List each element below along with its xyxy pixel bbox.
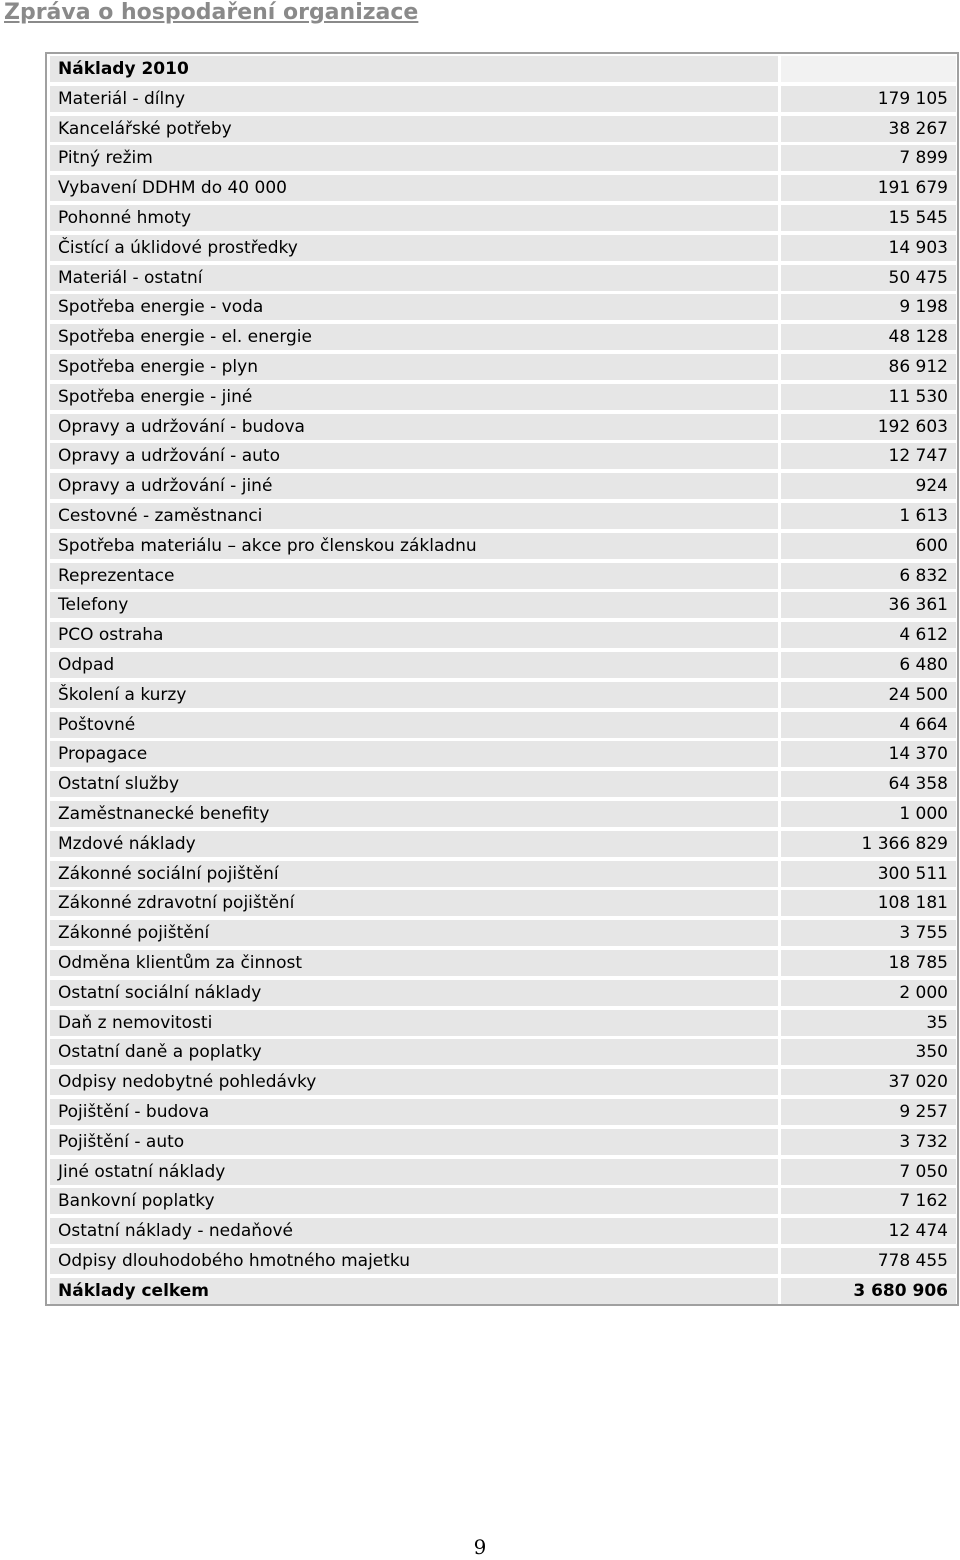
table-row-value: 2 000 <box>781 980 956 1006</box>
table-row-label: Opravy a udržování - budova <box>50 414 778 440</box>
table-row-value: 86 912 <box>781 354 956 380</box>
table-row-value: 18 785 <box>781 950 956 976</box>
table-row <box>50 145 956 171</box>
table-row <box>50 741 956 767</box>
table-row <box>50 354 956 380</box>
table-row-label: Poštovné <box>50 712 778 738</box>
table-row-label: Odpisy dlouhodobého hmotného majetku <box>50 1248 778 1274</box>
table-row-value: 12 747 <box>781 443 956 469</box>
table-row-value: 48 128 <box>781 324 956 350</box>
table-row <box>50 175 956 201</box>
table-row-value: 14 903 <box>781 235 956 261</box>
table-row <box>50 384 956 410</box>
table-row <box>50 414 956 440</box>
table-row <box>50 920 956 946</box>
table-row-label: Pitný režim <box>50 145 778 171</box>
table-row <box>50 712 956 738</box>
table-row <box>50 1159 956 1185</box>
table-row-label: Spotřeba energie - el. energie <box>50 324 778 350</box>
table-row-value: 36 361 <box>781 592 956 618</box>
table-row-value: 9 257 <box>781 1099 956 1125</box>
table-row-label: Spotřeba materiálu – akce pro členskou základnu <box>50 533 778 559</box>
table-row-label: PCO ostraha <box>50 622 778 648</box>
table-row <box>50 801 956 827</box>
table-row <box>50 831 956 857</box>
table-row-value: 1 000 <box>781 801 956 827</box>
table-row-value: 600 <box>781 533 956 559</box>
table-row-value: 14 370 <box>781 741 956 767</box>
table-row-value: 191 679 <box>781 175 956 201</box>
table-row <box>50 205 956 231</box>
table-row-value: 64 358 <box>781 771 956 797</box>
table-row-label: Mzdové náklady <box>50 831 778 857</box>
table-row-label: Jiné ostatní náklady <box>50 1159 778 1185</box>
table-row <box>50 771 956 797</box>
table-row-value: 15 545 <box>781 205 956 231</box>
table-row <box>50 533 956 559</box>
table-row-label: Cestovné - zaměstnanci <box>50 503 778 529</box>
table-row <box>50 265 956 291</box>
table-row-value: 7 899 <box>781 145 956 171</box>
table-row-label: Kancelářské potřeby <box>50 116 778 142</box>
table-row-value: 37 020 <box>781 1069 956 1095</box>
table-row-label: Spotřeba energie - jiné <box>50 384 778 410</box>
table-row <box>50 294 956 320</box>
table-header-value <box>781 56 956 82</box>
table-row-label: Čistící a úklidové prostředky <box>50 235 778 261</box>
table-row-label: Spotřeba energie - plyn <box>50 354 778 380</box>
table-row <box>50 950 956 976</box>
table-row-label: Pohonné hmoty <box>50 205 778 231</box>
table-row-value: 35 <box>781 1010 956 1036</box>
table-row-value: 50 475 <box>781 265 956 291</box>
table-total-row <box>50 1278 956 1304</box>
table-row-value: 9 198 <box>781 294 956 320</box>
table-row-value: 24 500 <box>781 682 956 708</box>
table-row <box>50 116 956 142</box>
table-row-label: Reprezentace <box>50 563 778 589</box>
table-row-value: 192 603 <box>781 414 956 440</box>
table-header-label: Náklady 2010 <box>50 56 778 82</box>
table-row-value: 12 474 <box>781 1218 956 1244</box>
table-row <box>50 682 956 708</box>
table-row <box>50 622 956 648</box>
costs-table <box>45 52 959 1306</box>
table-row <box>50 473 956 499</box>
table-row <box>50 86 956 112</box>
table-row <box>50 592 956 618</box>
table-row-label: Materiál - dílny <box>50 86 778 112</box>
table-row-value: 3 732 <box>781 1129 956 1155</box>
table-row <box>50 324 956 350</box>
table-row-label: Ostatní služby <box>50 771 778 797</box>
table-row <box>50 890 956 916</box>
table-row-value: 924 <box>781 473 956 499</box>
table-row-value: 350 <box>781 1039 956 1065</box>
table-row-label: Telefony <box>50 592 778 618</box>
table-row-value: 1 613 <box>781 503 956 529</box>
table-row <box>50 1129 956 1155</box>
table-row-label: Spotřeba energie - voda <box>50 294 778 320</box>
table-row-value: 3 755 <box>781 920 956 946</box>
table-row-label: Propagace <box>50 741 778 767</box>
page-number: 9 <box>473 1535 487 1559</box>
table-row-label: Odpisy nedobytné pohledávky <box>50 1069 778 1095</box>
table-row-label: Školení a kurzy <box>50 682 778 708</box>
table-row-label: Pojištění - auto <box>50 1129 778 1155</box>
table-row-value: 6 832 <box>781 563 956 589</box>
table-row <box>50 443 956 469</box>
table-row-value: 1 366 829 <box>781 831 956 857</box>
table-row <box>50 980 956 1006</box>
table-row-value: 7 050 <box>781 1159 956 1185</box>
table-row-label: Daň z nemovitosti <box>50 1010 778 1036</box>
table-row-label: Odměna klientům za činnost <box>50 950 778 976</box>
table-total-value: 3 680 906 <box>781 1278 956 1304</box>
document-title: Zpráva o hospodaření organizace <box>4 0 419 25</box>
table-row-label: Odpad <box>50 652 778 678</box>
table-row-value: 4 612 <box>781 622 956 648</box>
table-total-label: Náklady celkem <box>50 1278 778 1304</box>
table-row-value: 38 267 <box>781 116 956 142</box>
table-row-label: Opravy a udržování - auto <box>50 443 778 469</box>
table-header-row <box>50 56 956 82</box>
table-row <box>50 563 956 589</box>
table-row-label: Vybavení DDHM do 40 000 <box>50 175 778 201</box>
table-row <box>50 503 956 529</box>
table-row-label: Zákonné pojištění <box>50 920 778 946</box>
table-row <box>50 861 956 887</box>
table-row-label: Pojištění - budova <box>50 1099 778 1125</box>
table-row-value: 108 181 <box>781 890 956 916</box>
table-row <box>50 652 956 678</box>
table-row-value: 7 162 <box>781 1188 956 1214</box>
table-row-value: 300 511 <box>781 861 956 887</box>
table-row-label: Zaměstnanecké benefity <box>50 801 778 827</box>
table-row <box>50 1069 956 1095</box>
table-row-value: 6 480 <box>781 652 956 678</box>
table-row-value: 778 455 <box>781 1248 956 1274</box>
table-row-label: Zákonné zdravotní pojištění <box>50 890 778 916</box>
table-row-label: Bankovní poplatky <box>50 1188 778 1214</box>
table-row-value: 4 664 <box>781 712 956 738</box>
table-row <box>50 235 956 261</box>
table-row-label: Ostatní daně a poplatky <box>50 1039 778 1065</box>
table-row <box>50 1188 956 1214</box>
table-row-label: Ostatní náklady - nedaňové <box>50 1218 778 1244</box>
table-row <box>50 1218 956 1244</box>
table-row <box>50 1099 956 1125</box>
table-row-value: 11 530 <box>781 384 956 410</box>
table-row <box>50 1010 956 1036</box>
table-row <box>50 1039 956 1065</box>
table-row-label: Ostatní sociální náklady <box>50 980 778 1006</box>
table-row-label: Zákonné sociální pojištění <box>50 861 778 887</box>
table-row <box>50 1248 956 1274</box>
table-row-value: 179 105 <box>781 86 956 112</box>
table-row-label: Materiál - ostatní <box>50 265 778 291</box>
table-row-label: Opravy a udržování - jiné <box>50 473 778 499</box>
